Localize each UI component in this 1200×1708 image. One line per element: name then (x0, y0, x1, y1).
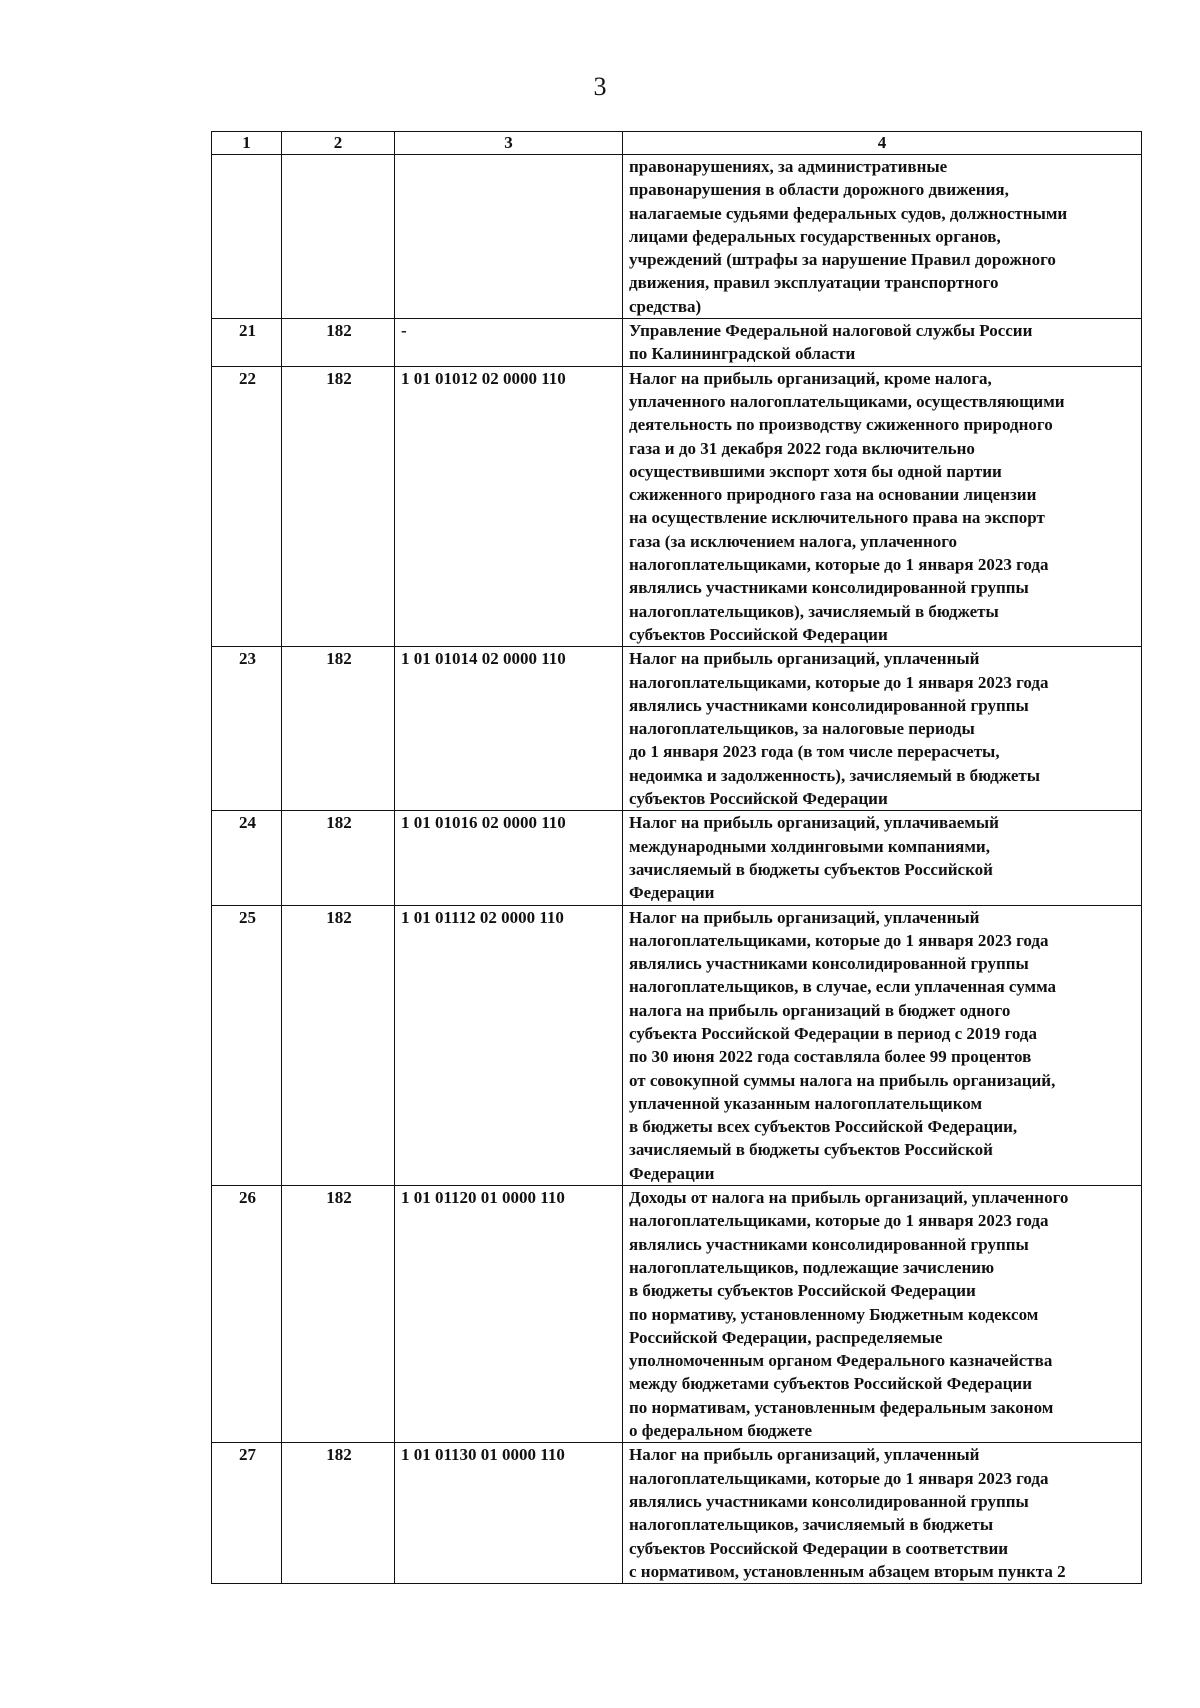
table-row (212, 905, 1142, 1186)
row-number-cell: 27 (212, 1443, 282, 1584)
description-line: Налог на прибыль организаций, уплаченный (629, 649, 980, 669)
description-line: правонарушениях, за административные (629, 157, 948, 176)
description-line: сжиженного природного газа на основании лицензии (629, 485, 1037, 505)
admin-code-cell: 182 (282, 1443, 395, 1584)
revenue-description-cell (623, 1186, 1142, 1443)
row-number-cell: 26 (212, 1186, 282, 1443)
admin-code-cell: 182 (282, 647, 395, 811)
budget-classification-code-cell (395, 155, 623, 319)
revenue-description-cell (623, 1443, 1142, 1584)
description-line: Российской Федерации, распределяемые (629, 1327, 943, 1347)
description-line: налогоплательщиков, за налоговые периоды (629, 719, 975, 739)
description-line: по Калининградской области (629, 344, 856, 364)
budget-classification-code-cell: 1 01 01016 02 0000 110 (395, 811, 623, 905)
admin-code-cell: 182 (282, 1186, 395, 1443)
admin-code-cell: 182 (282, 319, 395, 367)
description-line: деятельность по производству сжиженного природного (629, 415, 1053, 435)
revenue-codes-table (211, 131, 1142, 1584)
column-header-1: 1 (212, 132, 282, 155)
table-row (212, 647, 1142, 811)
budget-classification-code-cell: 1 01 01012 02 0000 110 (395, 366, 623, 647)
description-line: Управление Федеральной налоговой службы России (629, 321, 1033, 341)
description-line: налогоплательщиков, подлежащие зачислению (629, 1257, 995, 1277)
description-line: налогоплательщиками, которые до 1 января 2023 года (629, 555, 1049, 575)
description-line: о федеральном бюджете (629, 1421, 813, 1441)
description-line: налогоплательщиками, которые до 1 января 2023 года (629, 1468, 1049, 1488)
description-line: зачисляемый в бюджеты субъектов Российской (629, 1140, 993, 1160)
description-line: лицами федеральных государственных органов, (629, 226, 1001, 246)
description-line: налогоплательщиками, которые до 1 января 2023 года (629, 1211, 1049, 1231)
description-line: Доходы от налога на прибыль организаций, уплаченного (629, 1188, 1069, 1208)
admin-code-cell: 182 (282, 811, 395, 905)
description-line: Налог на прибыль организаций, уплаченный (629, 907, 980, 927)
description-line: до 1 января 2023 года (в том числе перерасчеты, (629, 742, 1000, 762)
admin-code-cell (282, 155, 395, 319)
revenue-description-cell (623, 155, 1142, 319)
description-line: являлись участниками консолидированной группы (629, 578, 1029, 598)
description-line: по 30 июня 2022 года составляла более 99 процентов (629, 1047, 1032, 1067)
revenue-description-cell (623, 811, 1142, 905)
description-line: налогоплательщиков, зачисляемый в бюджеты (629, 1515, 994, 1535)
description-line: субъектов Российской Федерации в соответствии (629, 1538, 1009, 1558)
description-line: по нормативам, установленным федеральным законом (629, 1397, 1054, 1417)
row-number-cell (212, 155, 282, 319)
description-line: в бюджеты субъектов Российской Федерации (629, 1281, 976, 1301)
revenue-description-cell (623, 319, 1142, 367)
description-line: осуществившими экспорт хотя бы одной партии (629, 461, 1002, 481)
admin-code-cell: 182 (282, 905, 395, 1186)
table-row (212, 319, 1142, 367)
table-header-row (212, 132, 1142, 155)
description-line: Федерации (629, 883, 715, 903)
description-line: являлись участниками консолидированной группы (629, 695, 1029, 715)
description-line: средства) (629, 296, 702, 316)
table-row (212, 366, 1142, 647)
description-line: правонарушения в области дорожного движения, (629, 180, 1009, 200)
budget-classification-code-cell: 1 01 01112 02 0000 110 (395, 905, 623, 1186)
description-line: являлись участниками консолидированной группы (629, 954, 1029, 974)
description-line: субъектов Российской Федерации (629, 789, 888, 809)
budget-classification-code-cell: - (395, 319, 623, 367)
column-header-2: 2 (282, 132, 395, 155)
description-line: Налог на прибыль организаций, кроме налога, (629, 368, 992, 388)
description-line: являлись участниками консолидированной группы (629, 1491, 1029, 1511)
description-line: налогоплательщиков), зачисляемый в бюджеты (629, 601, 999, 621)
description-line: налога на прибыль организаций в бюджет одного (629, 1000, 1011, 1020)
description-line: уполномоченным органом Федерального казначейства (629, 1351, 1053, 1371)
description-line: налогоплательщиков, в случае, если уплаченная сумма (629, 977, 1057, 997)
description-line: Налог на прибыль организаций, уплаченный (629, 1445, 980, 1465)
table-row (212, 1186, 1142, 1443)
description-line: газа и до 31 декабря 2022 года включительно (629, 438, 975, 458)
description-line: движения, правил эксплуатации транспортного (629, 273, 999, 293)
description-line: зачисляемый в бюджеты субъектов Российской (629, 859, 993, 879)
description-line: Федерации (629, 1163, 715, 1183)
row-number-cell: 24 (212, 811, 282, 905)
revenue-description-cell (623, 905, 1142, 1186)
description-line: учреждений (штрафы за нарушение Правил дорожного (629, 250, 1056, 270)
description-line: на осуществление исключительного права на экспорт (629, 508, 1045, 528)
table-row (212, 155, 1142, 319)
description-line: налогоплательщиками, которые до 1 января 2023 года (629, 930, 1049, 950)
revenue-description-cell (623, 366, 1142, 647)
description-line: Налог на прибыль организаций, уплачиваемый (629, 813, 999, 833)
description-line: недоимка и задолженность), зачисляемый в бюджеты (629, 765, 1041, 785)
row-number-cell: 25 (212, 905, 282, 1186)
description-line: с нормативом, установленным абзацем вторым пункта 2 (629, 1561, 1066, 1581)
budget-classification-code-cell: 1 01 01014 02 0000 110 (395, 647, 623, 811)
admin-code-cell: 182 (282, 366, 395, 647)
budget-classification-code-cell: 1 01 01130 01 0000 110 (395, 1443, 623, 1584)
budget-classification-code-cell: 1 01 01120 01 0000 110 (395, 1186, 623, 1443)
description-line: газа (за исключением налога, уплаченного (629, 531, 958, 551)
description-line: налогоплательщиками, которые до 1 января 2023 года (629, 672, 1049, 692)
description-line: в бюджеты всех субъектов Российской Федерации, (629, 1117, 1018, 1137)
row-number-cell: 21 (212, 319, 282, 367)
description-line: по нормативу, установленному Бюджетным кодексом (629, 1304, 1039, 1324)
column-header-3: 3 (395, 132, 623, 155)
table-body (212, 155, 1142, 1584)
description-line: являлись участниками консолидированной группы (629, 1234, 1029, 1254)
description-line: налагаемые судьями федеральных судов, должностными (629, 203, 1068, 223)
description-line: субъекта Российской Федерации в период с 2019 года (629, 1023, 1038, 1043)
table-row (212, 1443, 1142, 1584)
description-line: от совокупной суммы налога на прибыль организаций, (629, 1070, 1056, 1090)
row-number-cell: 23 (212, 647, 282, 811)
table-row (212, 811, 1142, 905)
description-line: субъектов Российской Федерации (629, 624, 888, 644)
row-number-cell: 22 (212, 366, 282, 647)
description-line: уплаченной указанным налогоплательщиком (629, 1093, 983, 1113)
page-number: 3 (593, 72, 607, 101)
column-header-4: 4 (623, 132, 1142, 155)
description-line: международными холдинговыми компаниями, (629, 836, 990, 856)
description-line: уплаченного налогоплательщиками, осуществляющими (629, 391, 1065, 411)
revenue-description-cell (623, 647, 1142, 811)
description-line: между бюджетами субъектов Российской Федерации (629, 1374, 1033, 1394)
